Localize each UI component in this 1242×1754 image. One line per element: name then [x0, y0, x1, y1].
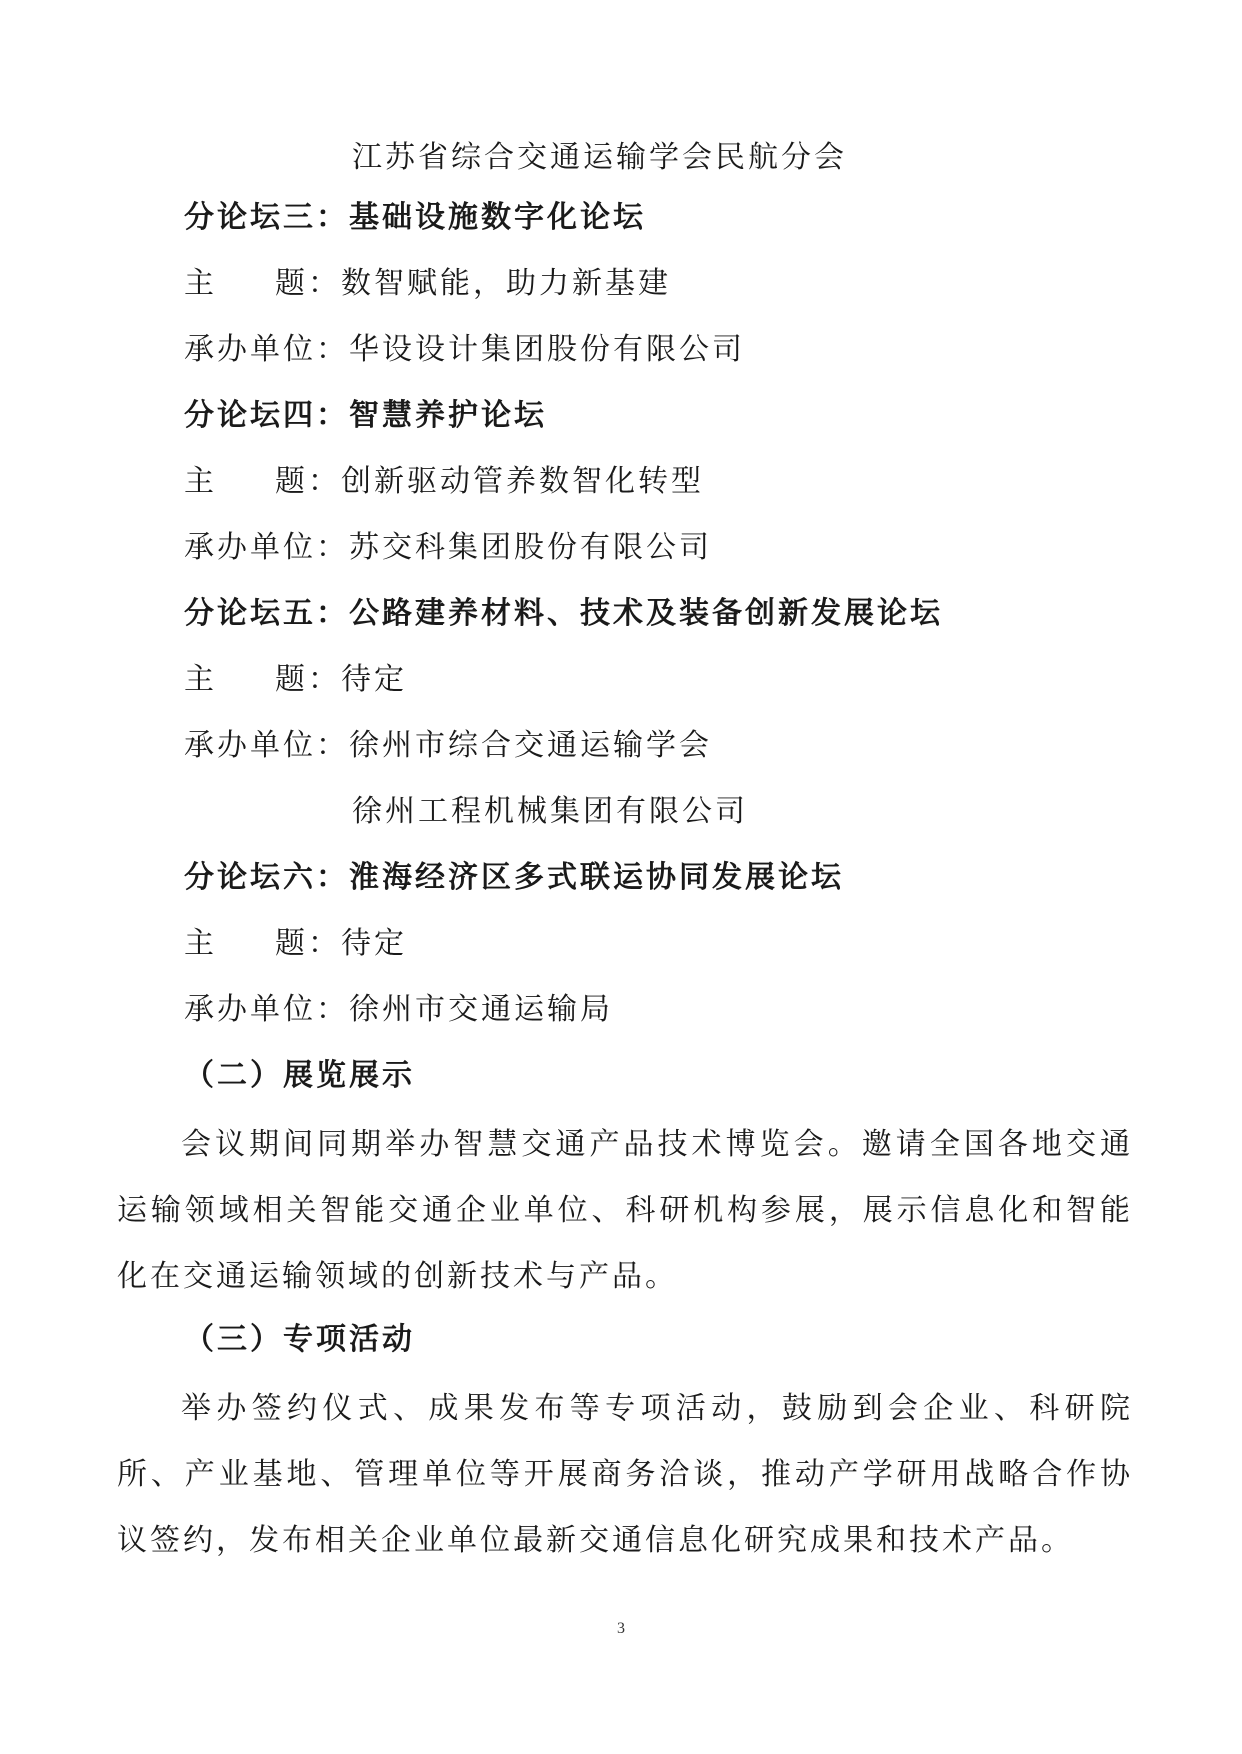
- forum3-theme-row: [184, 264, 671, 304]
- forum6-host-value: 徐州市交通运输局: [349, 992, 613, 1027]
- page-number: 3: [617, 1620, 625, 1637]
- forum6-theme-label-b: 题：: [275, 926, 341, 961]
- forum4-host-value: 苏交科集团股份有限公司: [349, 530, 712, 565]
- section3-heading: （三）专项活动: [184, 1322, 415, 1357]
- forum5-theme-label-b: 题：: [275, 662, 341, 697]
- forum4-host-row: [184, 528, 712, 568]
- forum4-theme-row: [184, 462, 704, 502]
- forum5-heading-title: 公路建养材料、技术及装备创新发展论坛: [349, 596, 943, 631]
- forum5-host-label: 承办单位：: [184, 728, 349, 763]
- forum5-host-value-1: 徐州市综合交通运输学会: [349, 728, 712, 763]
- forum5-heading: [184, 594, 943, 634]
- forum5-host-row: [184, 726, 712, 766]
- forum6-theme-row: [184, 924, 407, 964]
- section2-heading: （二）展览展示: [184, 1058, 415, 1093]
- forum3-heading: [184, 198, 646, 238]
- forum3-host-label: 承办单位：: [184, 332, 349, 367]
- forum3-theme-value: 数智赋能，助力新基建: [341, 266, 671, 301]
- forum3-theme-label-a: 主: [184, 266, 217, 301]
- forum4-theme-label-a: 主: [184, 464, 217, 499]
- forum6-heading-title: 淮海经济区多式联运协同发展论坛: [349, 860, 844, 895]
- forum6-theme-label-a: 主: [184, 926, 217, 961]
- forum4-heading: [184, 396, 547, 436]
- forum5-theme-label-a: 主: [184, 662, 217, 697]
- forum6-host-label: 承办单位：: [184, 992, 349, 1027]
- forum6-host-row: [184, 990, 613, 1030]
- forum6-heading-label: 分论坛六：: [184, 860, 349, 895]
- forum4-theme-value: 创新驱动管养数智化转型: [341, 464, 704, 499]
- forum5-heading-label: 分论坛五：: [184, 596, 349, 631]
- section3-body: 举办签约仪式、成果发布等专项活动，鼓励到会企业、科研院所、产业基地、管理单位等开展商务洽谈，推动产学研用战略合作协议签约，发布相关企业单位最新交通信息化研究成果和技术产品。: [117, 1391, 1133, 1558]
- section2-body: 会议期间同期举办智慧交通产品技术博览会。邀请全国各地交通运输领域相关智能交通企业单位、科研机构参展，展示信息化和智能化在交通运输领域的创新技术与产品。: [117, 1127, 1133, 1294]
- forum3-host-row: [184, 330, 745, 370]
- forum4-heading-title: 智慧养护论坛: [349, 398, 547, 433]
- forum3-theme-label-b: 题：: [275, 266, 341, 301]
- forum4-theme-label-b: 题：: [275, 464, 341, 499]
- forum5-theme-value: 待定: [341, 662, 407, 697]
- forum5-host-value-2: 徐州工程机械集团有限公司: [352, 794, 748, 829]
- forum3-host-value: 华设设计集团股份有限公司: [349, 332, 745, 367]
- forum6-theme-value: 待定: [341, 926, 407, 961]
- forum6-heading: [184, 858, 844, 898]
- forum4-host-label: 承办单位：: [184, 530, 349, 565]
- forum3-heading-title: 基础设施数字化论坛: [349, 200, 646, 235]
- forum3-heading-label: 分论坛三：: [184, 200, 349, 235]
- forum4-heading-label: 分论坛四：: [184, 398, 349, 433]
- forum5-theme-row: [184, 660, 407, 700]
- organizer-continuation: 江苏省综合交通运输学会民航分会: [352, 140, 847, 175]
